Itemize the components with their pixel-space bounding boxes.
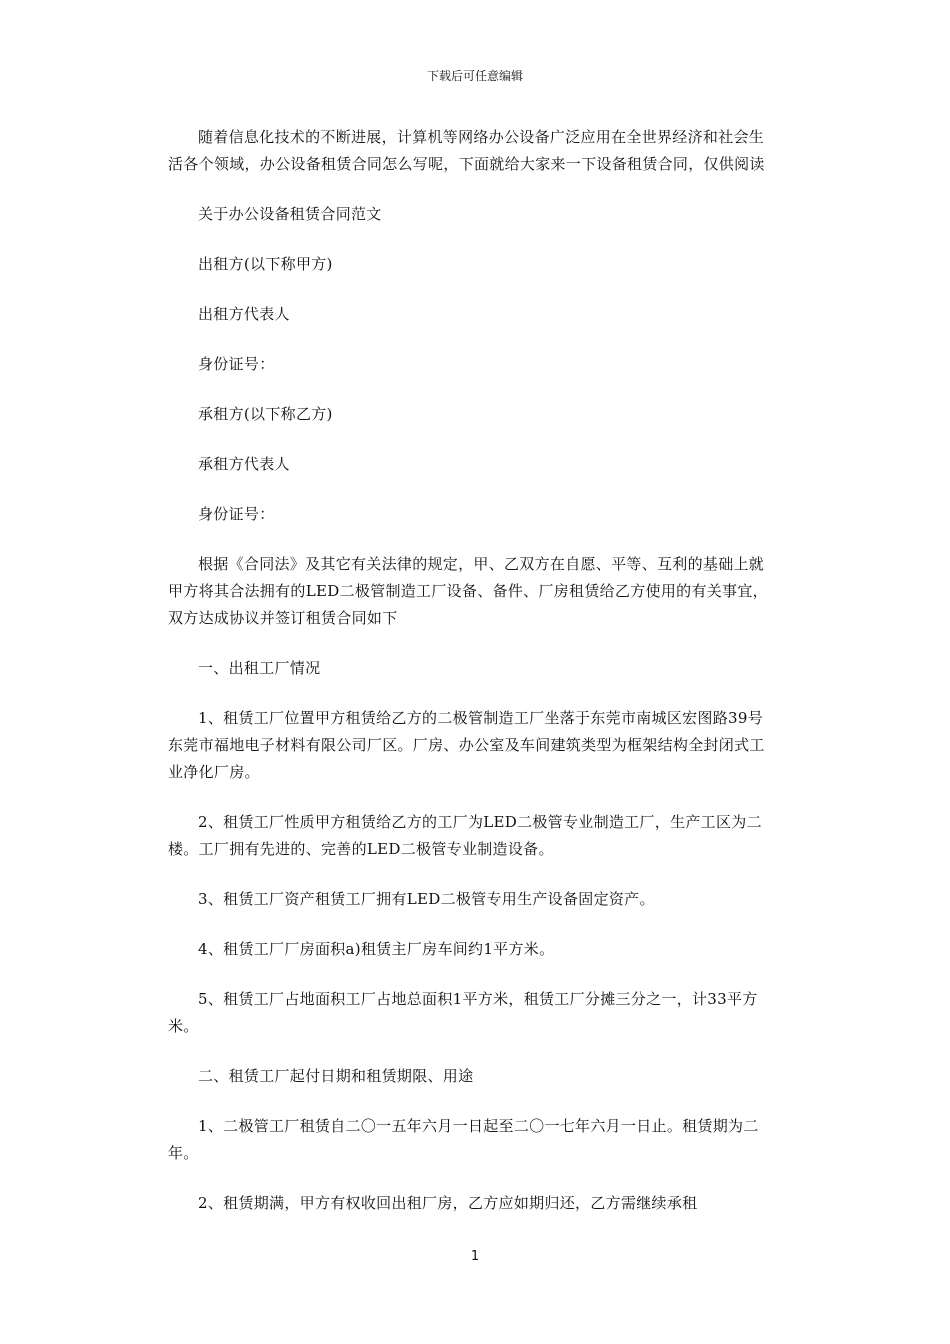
document-body [168,124,778,1240]
clause-1-3: 3、租赁工厂资产租赁工厂拥有LED二极管专用生产设备固定资产。 [198,890,655,908]
clause-1-5: 5、租赁工厂占地面积工厂占地总面积1平方米，租赁工厂分摊三分之一，计33平方米。 [168,990,758,1035]
section-heading-2: 二、租赁工厂起付日期和租赁期限、用途 [198,1067,474,1085]
document-title: 关于办公设备租赁合同范文 [198,205,382,223]
lessee-id-line: 身份证号： [198,505,275,523]
lessee-line: 承租方(以下称乙方) [198,405,333,423]
lessor-representative-line: 出租方代表人 [198,305,290,323]
clause-1-2: 2、租赁工厂性质甲方租赁给乙方的工厂为LED二极管专业制造工厂，生产工区为二楼。工厂拥有先进的、完善的LED二极管专业制造设备。 [168,813,762,858]
lessee-representative-line: 承租方代表人 [198,455,290,473]
clause-1-1: 1、租赁工厂位置甲方租赁给乙方的二极管制造工厂坐落于东莞市南城区宏图路39号东莞市福地电子材料有限公司厂区。厂房、办公室及车间建筑类型为框架结构全封闭式工业净化厂房。 [168,709,765,781]
intro-paragraph: 随着信息化技术的不断进展，计算机等网络办公设备广泛应用在全世界经济和社会生活各个领域，办公设备租赁合同怎么写呢，下面就给大家来一下设备租赁合同，仅供阅读 [168,128,765,173]
clause-2-1: 1、二极管工厂租赁自二〇一五年六月一日起至二〇一七年六月一日止。租赁期为二年。 [168,1117,759,1162]
lessor-id-line: 身份证号： [198,355,275,373]
contract-preamble: 根据《合同法》及其它有关法律的规定，甲、乙双方在自愿、平等、互利的基础上就甲方将其合法拥有的LED二极管制造工厂设备、备件、厂房租赁给乙方使用的有关事宜，双方达成协议并签订租赁合同如下 [168,555,768,627]
clause-1-4: 4、租赁工厂厂房面积a)租赁主厂房车间约1平方米。 [198,940,555,958]
page-header: 下载后可任意编辑 [426,69,523,83]
page-number: 1 [470,1249,480,1264]
section-heading-1: 一、出租工厂情况 [198,659,321,677]
lessor-line: 出租方(以下称甲方) [198,255,333,273]
clause-2-2: 2、租赁期满，甲方有权收回出租厂房，乙方应如期归还，乙方需继续承租 [198,1194,698,1212]
